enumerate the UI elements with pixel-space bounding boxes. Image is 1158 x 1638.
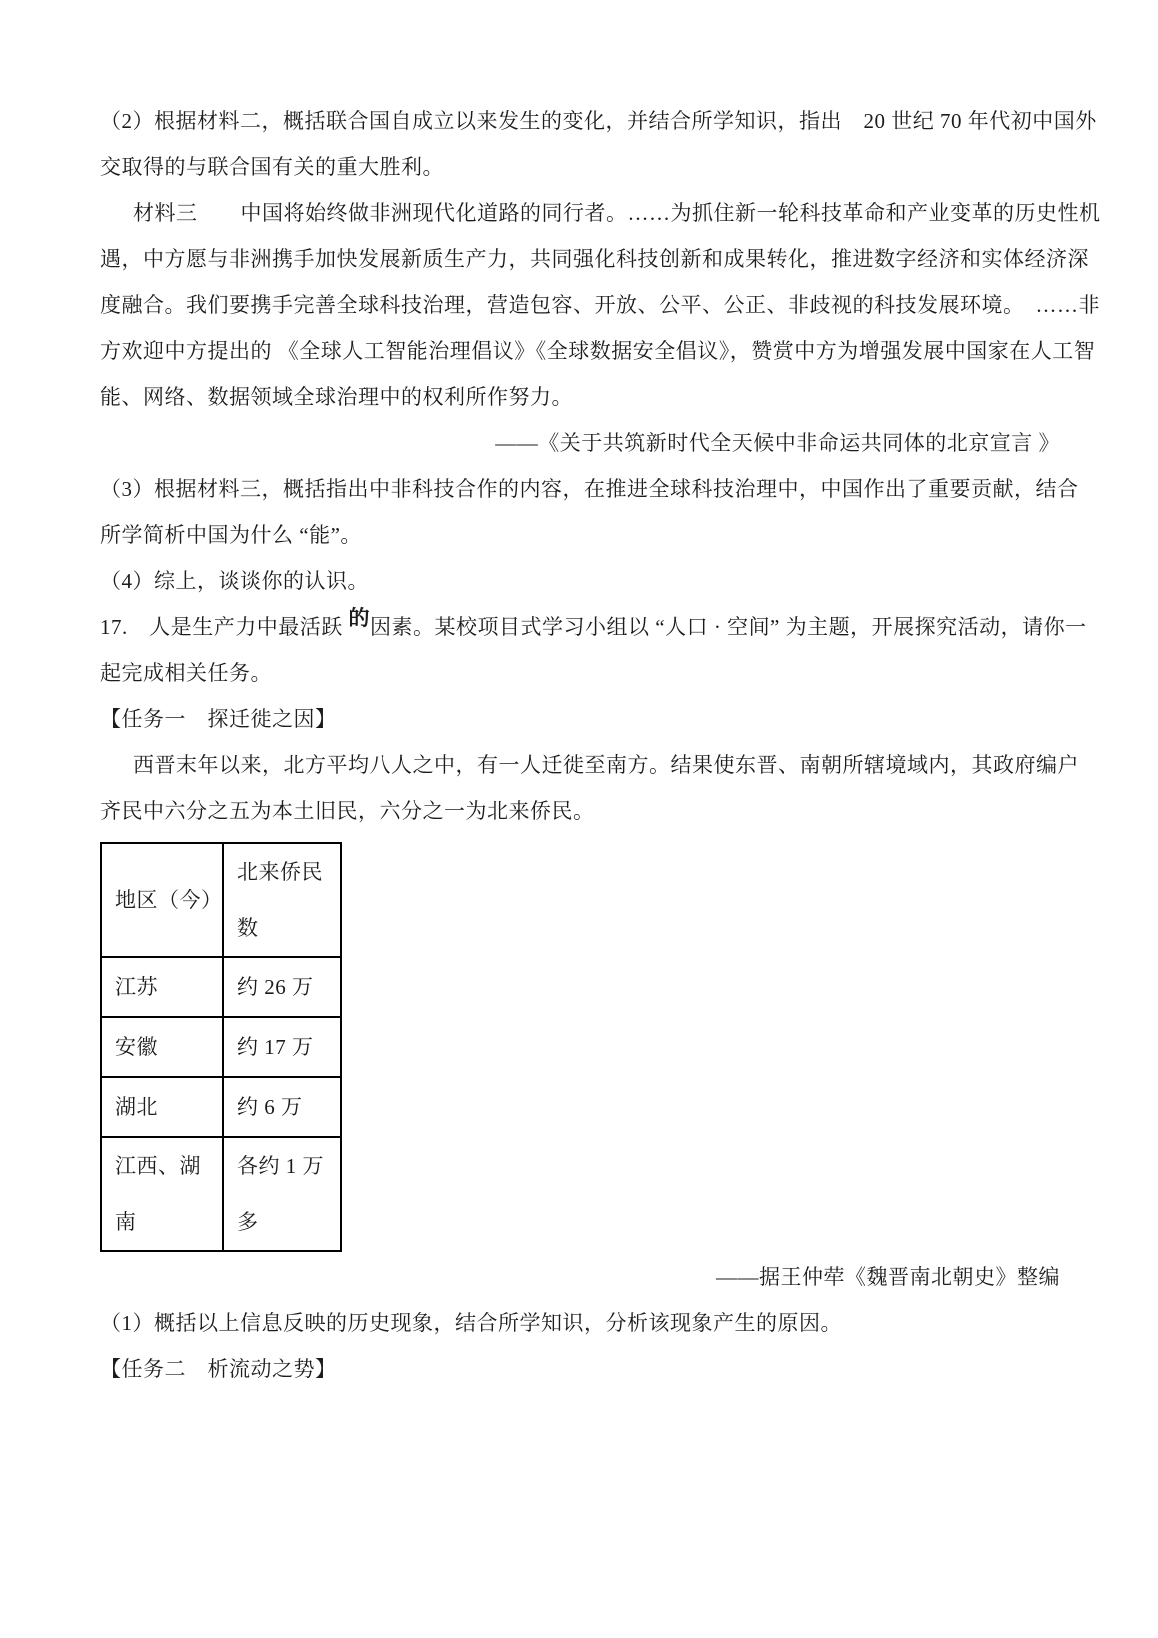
table-cell-region: 江苏 — [101, 957, 223, 1017]
table-cell-region: 湖北 — [101, 1077, 223, 1137]
q16-part4: （4）综上，谈谈你的认识。 — [100, 569, 369, 593]
table-cell-count: 约 17 万 — [223, 1017, 341, 1077]
q17-task1-text-line2: 齐民中六分之五为本土旧民，六分之一为北来侨民。 — [100, 799, 595, 823]
q17-intro-raised-char: 的 — [348, 606, 370, 630]
q17-task1-text-line1: 西晋末年以来，北方平均八人之中，有一人迁徙至南方。结果使东晋、南朝所辖境域内，其政府编户 — [133, 753, 1079, 777]
q16-material3-line3: 度融合。我们要携手完善全球科技治理，营造包容、开放、公平、公正、非歧视的科技发展环境。 ……非 — [100, 293, 1100, 317]
table-cell-count: 约 6 万 — [223, 1077, 341, 1137]
table-header-region: 地区（今） — [101, 843, 223, 957]
q17-part1: （1）概括以上信息反映的历史现象，结合所学知识，分析该现象产生的原因。 — [100, 1311, 842, 1335]
q17-intro-prefix: 17. 人是生产力中最活跃 — [100, 615, 349, 639]
q17-intro-suffix: 因素。某校项目式学习小组以 “人口 · 空间” 为主题，开展探究活动，请你一 — [370, 615, 1087, 639]
migrant-table — [100, 842, 342, 1252]
table-row — [101, 1077, 341, 1137]
table-cell-region: 安徽 — [101, 1017, 223, 1077]
q17-intro-line1 — [100, 604, 1087, 650]
exam-page — [100, 98, 1101, 1392]
q16-material3-line5: 能、网络、数据领域全球治理中的权利所作努力。 — [100, 385, 573, 409]
q17-task1-header: 【任务一 探迁徙之因】 — [100, 707, 337, 731]
q16-material3-line1: 材料三 中国将始终做非洲现代化道路的同行者。……为抓住新一轮科技革命和产业变革的历史性机 — [133, 201, 1101, 225]
table-cell-region: 江西、湖南 — [101, 1137, 223, 1251]
table-cell-count: 约 26 万 — [223, 957, 341, 1017]
table-header-count: 北来侨民数 — [223, 843, 341, 957]
q16-part3-line2: 所学简析中国为什么 “能”。 — [100, 523, 362, 547]
q16-material3-source: ——《关于共筑新时代全天候中非命运共同体的北京宣言 》 — [495, 431, 1060, 455]
table-cell-count: 各约 1 万多 — [223, 1137, 341, 1251]
table-row — [101, 957, 341, 1017]
q16-part2-line2: 交取得的与联合国有关的重大胜利。 — [100, 155, 444, 179]
q16-part3-line1: （3）根据材料三，概括指出中非科技合作的内容，在推进全球科技治理中，中国作出了重要贡献，结合 — [100, 477, 1079, 501]
q16-part2-line1: （2）根据材料二，概括联合国自成立以来发生的变化，并结合所学知识，指出 20 世纪 70 年代初中国外 — [100, 109, 1097, 133]
table-row — [101, 1137, 341, 1251]
q17-intro-line2: 起完成相关任务。 — [100, 661, 272, 685]
q16-material3-line4: 方欢迎中方提出的 《全球人工智能治理倡议》《全球数据安全倡议》，赞赏中方为增强发展中国家在人工智 — [100, 339, 1096, 363]
table-row — [101, 1017, 341, 1077]
q16-material3-line2: 遇，中方愿与非洲携手加快发展新质生产力，共同强化科技创新和成果转化，推进数字经济和实体经济深 — [100, 247, 1089, 271]
q17-task2-header: 【任务二 析流动之势】 — [100, 1357, 337, 1381]
q17-table-source: ——据王仲荦《魏晋南北朝史》整编 — [716, 1265, 1060, 1289]
table-header-row — [101, 843, 341, 957]
